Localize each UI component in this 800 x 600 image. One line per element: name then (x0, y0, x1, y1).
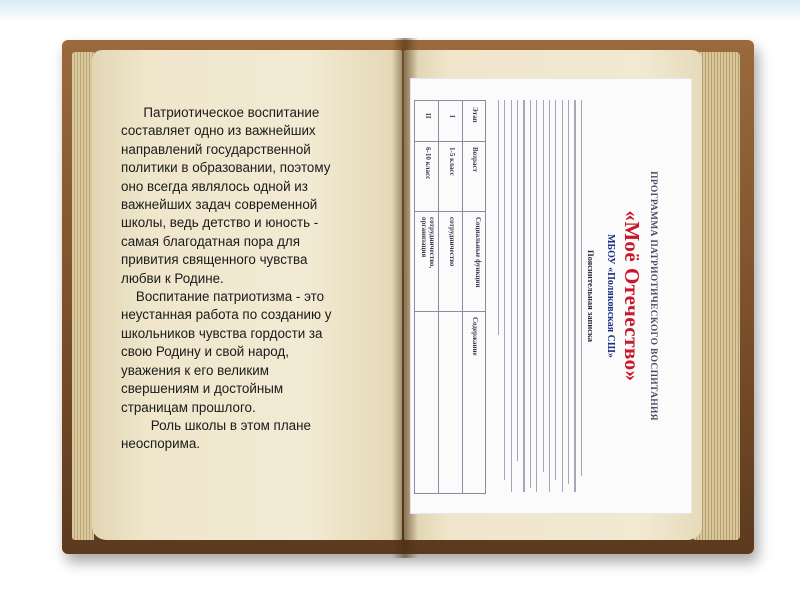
document-title: «Моё Отечество» (620, 210, 644, 382)
document-school: МБОУ «Поляковская СШ» (605, 234, 616, 358)
left-page-text: Патриотическое воспитание составляет одно из важнейших направлений государственной политики в образовании, поэтому оно всегда являлось одной из важнейших задач современной школы, ведь детство и юность - самая благодатная пора для привития священного чувства любви к Родине. Воспитание патриотизма - это неустанная работа по созданию у школьников чувства гордости за свою Родину и свой народ, уважения к его великим свершениям и достойным страницам прошлого. Роль школы в этом плане неоспорима. (121, 105, 332, 452)
table-cell-functions-1: сотрудничество (448, 217, 456, 267)
document-header: ПРОГРАММА ПАТРИОТИЧЕСКОГО ВОСПИТАНИЯ (648, 171, 658, 421)
table-cell-age-2: 6-10 класс (424, 147, 432, 180)
table-header-age: Возраст (471, 147, 479, 172)
program-document-rotated (410, 78, 692, 514)
table-cell-stage-2: II (424, 113, 432, 119)
table-cell-age-1: 1-5 класс (448, 147, 456, 176)
document-note-title: Пояснительная записка (586, 249, 596, 343)
table-header-functions: Социальные функции (474, 217, 482, 288)
top-gradient-band (0, 0, 800, 22)
table-header-stage: Этап (471, 107, 479, 123)
page-edges-left (72, 52, 94, 540)
document-table (414, 100, 486, 494)
table-header-content: Содержание (471, 317, 479, 356)
program-document-photo (410, 78, 692, 514)
table-cell-functions-2: сотрудничество, организация (420, 217, 436, 269)
table-cell-stage-1: I (448, 115, 456, 118)
document-body-text (493, 100, 582, 492)
